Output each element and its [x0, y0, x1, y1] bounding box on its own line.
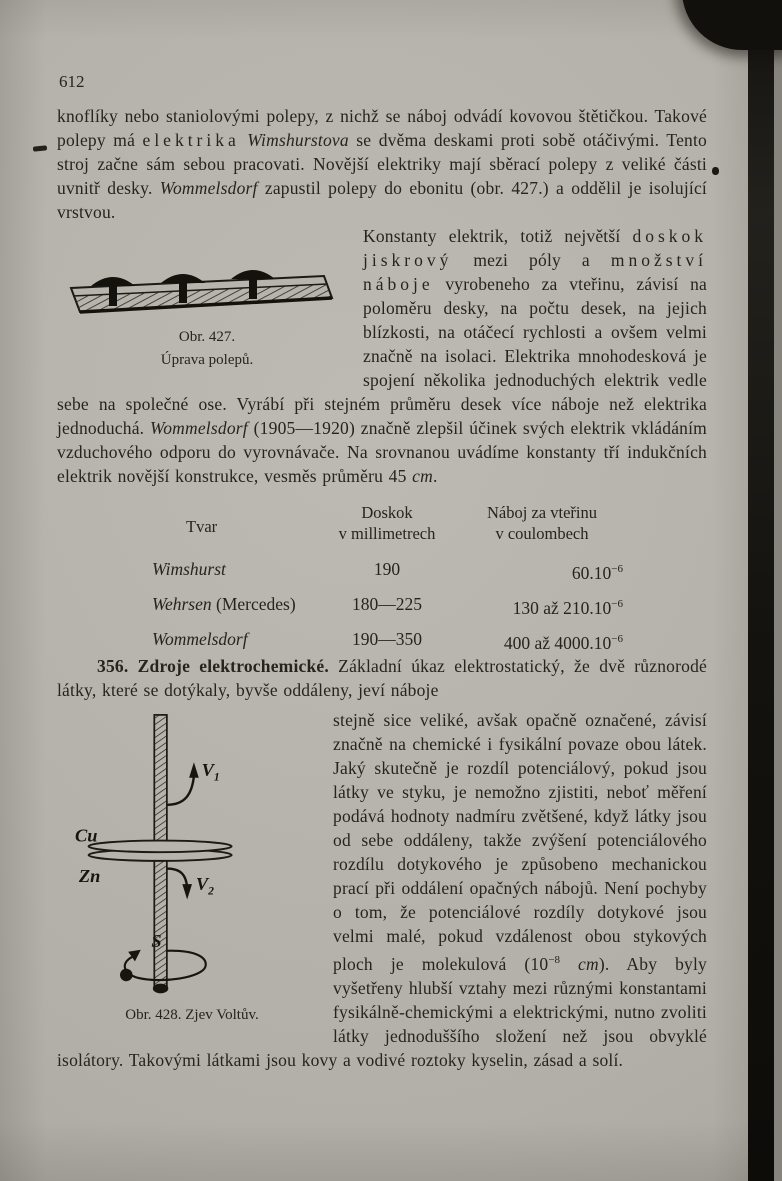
label-cu: Cu	[75, 826, 98, 847]
label-v1-main: V	[201, 760, 214, 781]
figure-427-caption-title: Úprava polepů.	[160, 352, 254, 368]
table-header-line: Doskok	[361, 503, 413, 522]
table-cell-naboj: 130 až $210.10^{-6}$	[512, 597, 623, 618]
page-number: 612	[59, 72, 85, 91]
label-v1-index: 1	[213, 771, 220, 785]
table-header-doskok	[317, 502, 457, 544]
scan-edge-band	[748, 0, 774, 1181]
scan-artifact-dot	[712, 167, 719, 175]
table-header-tvar: Tvar	[186, 516, 218, 536]
figure-428	[57, 712, 327, 1025]
table-cell-doskok: 190	[373, 559, 401, 579]
paragraph-section-356: 356. Zdroje elektrochemické. Základní úkaz elektrostatický, že dvě různorodé látky, které se dotýkaly, byvše oddáleny, jeví náboje	[57, 656, 708, 701]
scan-edge-outer	[774, 0, 782, 1181]
figure-427	[57, 238, 357, 370]
paragraph-intro: knoflíky nebo staniolovými polepy, z nichž se náboj odvádí kovovou štětičkou. Takové polepy má elektrika Wimshurstova se dvěma deskami proti sobě otáčivými. Tento stroj začne sám sebou pracovati. Novější elektriky mají sběrací polepy z veliké části uvnitř desky. Wommelsdorf zapustil polepy do ebonitu (obr. 427.) a oddělil je isolující vrstvou.	[57, 106, 707, 222]
table-cell-naboj: 400 až $4000.10^{-6}$	[503, 632, 623, 653]
figure-428-drawing	[70, 712, 314, 1002]
label-v2	[196, 874, 214, 898]
section-356-body	[57, 708, 707, 1072]
table-header-naboj	[457, 502, 627, 544]
figure-427-drawing	[68, 238, 346, 324]
table-header-line: v coulombech	[495, 524, 589, 543]
figure-427-caption-number: Obr. 427.	[178, 329, 236, 345]
table-cell-naboj: $60.10^{-6}$	[571, 562, 623, 583]
table-header-line: Náboj za vteřinu	[487, 503, 597, 522]
arrow-v1	[189, 763, 199, 778]
table-cell-name: Wehrsen (Mercedes)	[152, 593, 296, 614]
label-s: S	[151, 931, 162, 952]
label-zn: Zn	[78, 866, 101, 887]
arrow-s	[128, 950, 141, 962]
table-header-line: v millimetrech	[338, 524, 436, 543]
figure-428-caption: Obr. 428. Zjev Voltův.	[125, 1007, 259, 1024]
electrics-constants-table	[152, 502, 707, 654]
scan-artifact-dash	[33, 145, 47, 151]
label-v2-main: V	[195, 874, 209, 895]
paragraph-volta: stejně sice veliké, avšak opačně označené, závisí značně na chemické i fysikální povaze obou látek. Jaký skutečně je rozdíl potenciálový, pokud jsou látky ve styku, je nemožno zjistiti, neboť měření podává hodnoty nadmíru zvětšené, když látky jsou od sebe oddáleny, takže zvýšení potenciálového rozdílu dotykového je způsobeno mechanickou prací při oddálení opačných nábojů. Není pochyby o tom, že potenciálové rozdíly dotykové jsou velmi malé, pokud vzdálenost obou stykových ploch je molekulová ($10^{-8}$ cm). Aby byly vyšetřeny hlubší vztahy mezi různými konstantami fysikálně-chemickými a elektrickými, nutno zvoliti látky jednoduššího složení než jsou obvyklé isolátory. Takovými látkami jsou kovy a vodivé roztoky kyselin, zásad a solí.	[57, 710, 708, 1071]
scan-artifact-corner	[682, 0, 782, 50]
paragraph-konstanty: Konstanty elektrik, totiž největší doskok jiskrový mezi póly a množství náboje vyrobeneho za vteřinu, závisí na poloměru desky, na počtu desek, na jejich blízkosti, na otáčecí rychlosti a ovšem velmi značně na isolaci. Elektrika mnohodesková je spojení několika jednoduchých elektrik vedle sebe na společné ose. Vyrábí při stejném průměru desek více náboje než elektrika jednoduchá. Wommelsdorf (1905—1920) značně zlepšil účinek svých elektrik vkládáním vzduchového odporu do vyrovnávače. Na srovnanou uvádíme konstanty tří indukčních elektrik novější konstrukce, vesměs průměru 45 cm.	[57, 226, 707, 486]
table-cell-name: Wimshurst	[152, 559, 226, 579]
contact-blob	[120, 969, 133, 982]
table-cell-doskok: 180—225	[352, 593, 422, 614]
arrow-v2	[182, 885, 192, 900]
table-cell-doskok: 190—350	[352, 628, 422, 649]
cu-disc	[89, 841, 232, 853]
page-content	[57, 72, 707, 1072]
table-cell-name: Wommelsdorf	[152, 628, 248, 649]
wire-v1	[167, 776, 194, 805]
label-v1	[202, 760, 220, 784]
rod-tip	[153, 984, 168, 994]
label-v2-index: 2	[208, 885, 214, 899]
